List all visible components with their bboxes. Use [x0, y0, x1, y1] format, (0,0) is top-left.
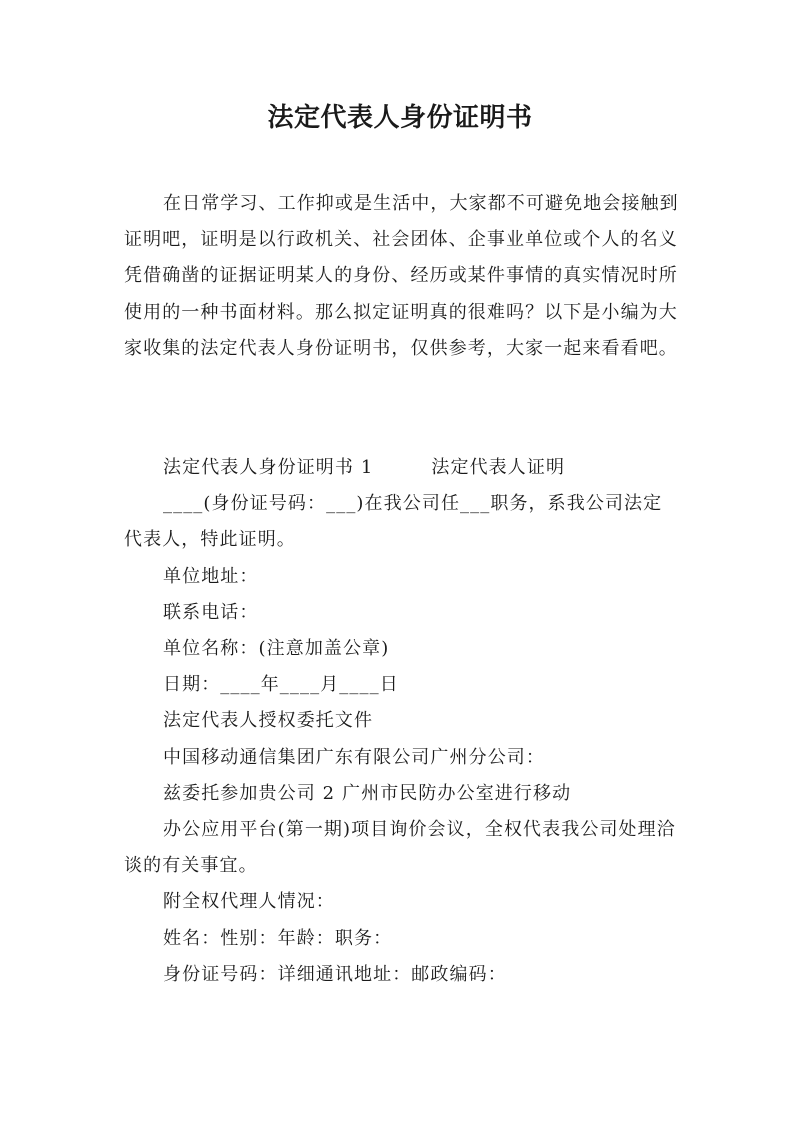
page-title: 法定代表人身份证明书: [267, 103, 533, 133]
paragraph-entrust: 兹委托参加贵公司 2 广州市民防办公室进行移动: [163, 782, 572, 804]
intro-paragraph: 在日常学习、工作抑或是生活中，大家都不可避免地会接触到证明吧，证明是以行政机关、社会团体、企事业单位或个人的名义凭借确凿的证据证明某人的身份、经历或某件事情的真实情况时所使用的一种书面材料。那么拟定证明真的很难吗？以下是小编为大家收集的法定代表人身份证明书，仅供参考，大家一起来看看吧。: [124, 193, 679, 359]
paragraph-agent-info-heading: 附全权代理人情况：: [163, 891, 335, 913]
paragraph-entrust-continued: 办公应用平台(第一期)项目询价会议，全权代表我公司处理洽谈的有关事宜。: [124, 819, 676, 877]
document-content: [124, 450, 680, 993]
section-subheading: 法定代表人证明: [431, 457, 566, 478]
section-heading: 法定代表人身份证明书 1: [163, 457, 374, 478]
paragraph-addressee: 中国移动通信集团广东有限公司广州分公司：: [163, 746, 545, 768]
paragraph-contact-phone: 联系电话：: [163, 601, 259, 623]
paragraph-agent-fields-1: 姓名：性别：年龄：职务：: [163, 927, 393, 949]
paragraph-date: 日期：____年____月____日: [163, 674, 399, 696]
paragraph-unit-address: 单位地址：: [163, 565, 259, 587]
paragraph-authorization-title: 法定代表人授权委托文件: [163, 710, 374, 732]
paragraph-unit-name: 单位名称：(注意加盖公章): [163, 638, 390, 660]
paragraph-certification: ____(身份证号码：___)在我公司任___职务，系我公司法定代表人，特此证明。: [124, 493, 663, 551]
section-heading-line: [124, 450, 680, 486]
paragraph-agent-fields-2: 身份证号码：详细通讯地址：邮政编码：: [163, 963, 507, 985]
